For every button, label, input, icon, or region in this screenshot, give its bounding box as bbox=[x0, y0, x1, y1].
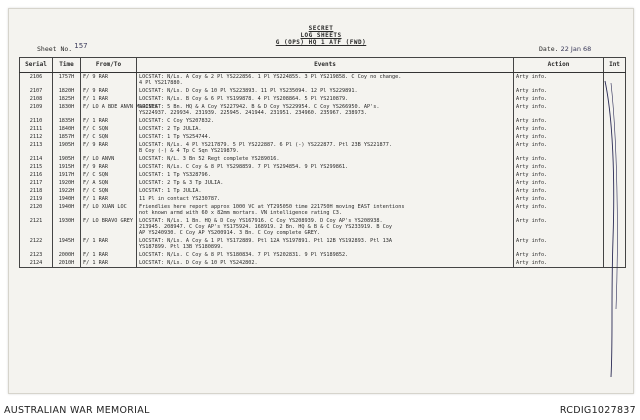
serial-cell: 2114 bbox=[20, 155, 53, 163]
table-row bbox=[20, 179, 626, 187]
time-cell: 2010H bbox=[53, 259, 81, 268]
action-cell: Arty info. bbox=[514, 87, 604, 95]
time-cell: 1940H bbox=[53, 203, 81, 217]
serial-cell: 2107 bbox=[20, 87, 53, 95]
events-cell bbox=[137, 155, 514, 163]
table-row bbox=[20, 259, 626, 268]
action-cell: Arty info. bbox=[514, 163, 604, 171]
event-line: 213945. 208947. C Coy AP's YS175924. 168919. 2 Bn. HQ & B & C Coy YS233919. B Coy bbox=[139, 224, 392, 230]
time-cell: 2000H bbox=[53, 251, 81, 259]
unit-heading: G (OPS) HQ 1 ATF (FWD) bbox=[275, 39, 367, 46]
log-body bbox=[20, 73, 626, 268]
events-cell bbox=[137, 103, 514, 117]
col-action-header: Action bbox=[514, 58, 604, 73]
events-cell bbox=[137, 237, 514, 251]
col-time-header: Time bbox=[53, 58, 81, 73]
serial-cell: 2118 bbox=[20, 187, 53, 195]
from-to-cell: F/ C SQN bbox=[81, 133, 137, 141]
action-cell: Arty info. bbox=[514, 203, 604, 217]
table-row bbox=[20, 95, 626, 103]
table-row bbox=[20, 203, 626, 217]
serial-cell: 2108 bbox=[20, 95, 53, 103]
event-line: LOCSTAT: N/Ls. C Coy & 8 Pl YS180834. 7 Pl YS202831. 9 Pl YS189852. bbox=[139, 252, 349, 258]
serial-cell: 2111 bbox=[20, 125, 53, 133]
table-row bbox=[20, 133, 626, 141]
event-line: Friendlies here report approx 1000 VC at YT295050 time 221750H moving EAST intentions bbox=[139, 204, 405, 210]
table-row bbox=[20, 141, 626, 155]
event-line: 4 Pl YS217880. bbox=[139, 80, 183, 86]
events-cell bbox=[137, 171, 514, 179]
serial-cell: 2109 bbox=[20, 103, 53, 117]
serial-cell: 2119 bbox=[20, 195, 53, 203]
action-cell: Arty info. bbox=[514, 73, 604, 88]
table-row bbox=[20, 155, 626, 163]
time-cell: 1917H bbox=[53, 171, 81, 179]
margin-annotation-bracket bbox=[601, 79, 623, 379]
time-cell: 1830H bbox=[53, 103, 81, 117]
from-to-cell: F/ 1 RAR bbox=[81, 237, 137, 251]
events-cell bbox=[137, 163, 514, 171]
from-to-cell: F/ C SQN bbox=[81, 187, 137, 195]
time-cell: 1940H bbox=[53, 195, 81, 203]
from-to-cell: F/ C SQN bbox=[81, 171, 137, 179]
time-cell: 1930H bbox=[53, 217, 81, 237]
from-to-cell: F/ 1 RAR bbox=[81, 195, 137, 203]
events-cell bbox=[137, 87, 514, 95]
event-line: LOCSTAT: C Coy YS207832. bbox=[139, 118, 214, 124]
date-label: Date. bbox=[539, 45, 559, 53]
time-cell: 1920H bbox=[53, 179, 81, 187]
sheet-number bbox=[37, 42, 88, 53]
serial-cell: 2124 bbox=[20, 259, 53, 268]
table-header-row bbox=[20, 58, 626, 73]
time-cell: 1905H bbox=[53, 141, 81, 155]
event-line: YS224937. 229934. 231939. 225945. 241944. 231951. 234960. 235967. 238973. bbox=[139, 110, 367, 116]
from-to-cell: F/ C SQN bbox=[81, 125, 137, 133]
serial-cell: 2117 bbox=[20, 179, 53, 187]
time-cell: 1857H bbox=[53, 133, 81, 141]
action-cell: Arty info. bbox=[514, 133, 604, 141]
table-row bbox=[20, 217, 626, 237]
serial-cell: 2123 bbox=[20, 251, 53, 259]
action-cell: Arty info. bbox=[514, 155, 604, 163]
action-cell: Arty info. bbox=[514, 141, 604, 155]
event-line: LOCSTAT: N/Ls. B Coy & 6 Pl YS199878. 4 Pl YS208864. 5 Pl YS210879. bbox=[139, 96, 349, 102]
events-cell bbox=[137, 259, 514, 268]
serial-cell: 2120 bbox=[20, 203, 53, 217]
serial-cell: 2121 bbox=[20, 217, 53, 237]
classification: SECRET bbox=[308, 25, 334, 32]
events-cell bbox=[137, 187, 514, 195]
table-row bbox=[20, 117, 626, 125]
events-cell bbox=[137, 73, 514, 88]
event-line: YS187899. Ptl 13B YS180899. bbox=[139, 244, 224, 250]
events-cell bbox=[137, 133, 514, 141]
action-cell: Arty info. bbox=[514, 237, 604, 251]
events-cell bbox=[137, 117, 514, 125]
event-line: LOCSTAT: 1 Tp YS254744. bbox=[139, 134, 211, 140]
table-row bbox=[20, 187, 626, 195]
serial-cell: 2116 bbox=[20, 171, 53, 179]
time-cell: 1905H bbox=[53, 155, 81, 163]
event-line: B Coy (-) & 4 Tp C Sqn YS219879. bbox=[139, 148, 239, 154]
event-line: LOCSTAT: 1 Tp YS328796. bbox=[139, 172, 211, 178]
serial-cell: 2113 bbox=[20, 141, 53, 155]
time-cell: 1915H bbox=[53, 163, 81, 171]
from-to-cell: F/ 9 RAR bbox=[81, 73, 137, 88]
action-cell: Arty info. bbox=[514, 195, 604, 203]
table-row bbox=[20, 171, 626, 179]
event-line: LOCSTAT: 1 Tp JULIA. bbox=[139, 188, 202, 194]
from-to-cell: F/ 1 RAR bbox=[81, 251, 137, 259]
col-serial-header: Serial bbox=[20, 58, 53, 73]
events-cell bbox=[137, 217, 514, 237]
serial-cell: 2112 bbox=[20, 133, 53, 141]
document-title: LOG SHEETS bbox=[300, 32, 342, 39]
events-cell bbox=[137, 141, 514, 155]
time-cell: 1840H bbox=[53, 125, 81, 133]
action-cell: Arty info. bbox=[514, 125, 604, 133]
from-to-cell: F/ LO XUAN LOC bbox=[81, 203, 137, 217]
event-line: 11 Pl in contact YS230787. bbox=[139, 196, 221, 202]
event-line: LOCSTAT: N/Ls. C Coy & 8 Pl YS298859. 7 Pl YS294854. 9 Pl YS299861. bbox=[139, 164, 349, 170]
action-cell: Arty info. bbox=[514, 103, 604, 117]
from-to-cell: F/ 1 RAR bbox=[81, 117, 137, 125]
action-cell: Arty info. bbox=[514, 251, 604, 259]
event-line: AP YS240930. C Coy AP YS200914. 3 Bn. C Coy complete GREY. bbox=[139, 230, 321, 236]
event-line: LOCSTAT: N/Ls. D Coy & 10 Pl YS223893. 11 Pl YS235094. 12 Pl YS229891. bbox=[139, 88, 358, 94]
col-from-to-header: From/To bbox=[81, 58, 137, 73]
from-to-cell: F/ 9 RAR bbox=[81, 141, 137, 155]
date-value: 22 Jan 68 bbox=[560, 45, 592, 53]
action-cell: Arty info. bbox=[514, 259, 604, 268]
from-to-cell: F/ 9 RAR bbox=[81, 87, 137, 95]
action-cell: Arty info. bbox=[514, 117, 604, 125]
event-line: LOCSTAT: N/Ls. A Coy & 1 Pl YS172889. Ptl 12A YS197891. Ptl 12B YS192893. Ptl 13A bbox=[139, 238, 392, 244]
serial-cell: 2106 bbox=[20, 73, 53, 88]
table-row bbox=[20, 87, 626, 95]
archive-footer bbox=[0, 400, 640, 420]
event-line: LOCSTAT: N/Ls. 4 Pl YS217879. 5 Pl YS222887. 6 Pl (-) YS222877. Ptl 23B YS221877. bbox=[139, 142, 392, 148]
events-cell bbox=[137, 203, 514, 217]
table-row bbox=[20, 237, 626, 251]
event-line: LOCSTAT: N/Ls. A Coy & 2 Pl YS222856. 1 Pl YS224855. 3 Pl YS219858. C Coy no change. bbox=[139, 74, 402, 80]
from-to-cell: F/ 1 RAR bbox=[81, 95, 137, 103]
event-line: LOCSTAT: 5 Bn. HQ & A Coy YS227942. B & D Coy YS229954. C Coy YS266950. AP's. bbox=[139, 104, 380, 110]
serial-cell: 2122 bbox=[20, 237, 53, 251]
archive-name: AUSTRALIAN WAR MEMORIAL bbox=[4, 405, 150, 416]
time-cell: 1945H bbox=[53, 237, 81, 251]
action-cell: Arty info. bbox=[514, 171, 604, 179]
event-line: LOCSTAT: N/Ls. D Coy & 10 Pl YS242802. bbox=[139, 260, 258, 266]
sheet-number-value: 157 bbox=[74, 42, 88, 50]
from-to-cell: F/ 9 RAR bbox=[81, 163, 137, 171]
event-line: LOCSTAT: 2 Tp & 3 Tp JULIA. bbox=[139, 180, 224, 186]
events-cell bbox=[137, 95, 514, 103]
sheet-date bbox=[539, 45, 591, 53]
table-row bbox=[20, 251, 626, 259]
action-cell: Arty info. bbox=[514, 217, 604, 237]
serial-cell: 2110 bbox=[20, 117, 53, 125]
document-header bbox=[9, 25, 633, 46]
table-row bbox=[20, 163, 626, 171]
log-table bbox=[19, 57, 626, 268]
action-cell: Arty info. bbox=[514, 95, 604, 103]
from-to-cell: F/ A SQN bbox=[81, 179, 137, 187]
col-int-header: Int bbox=[604, 58, 626, 73]
from-to-cell: F/ LO A BDE ANVN MARINES bbox=[81, 103, 137, 117]
event-line: LOCSTAT: 2 Tp JULIA. bbox=[139, 126, 202, 132]
events-cell bbox=[137, 179, 514, 187]
time-cell: 1835H bbox=[53, 117, 81, 125]
time-cell: 1922H bbox=[53, 187, 81, 195]
table-row bbox=[20, 103, 626, 117]
table-row bbox=[20, 73, 626, 88]
log-sheet bbox=[8, 8, 634, 394]
time-cell: 1757H bbox=[53, 73, 81, 88]
event-line: LOCSTAT: N/Ls. 1 Bn. HQ & D Coy YS167916. C Coy YS208939. D Coy AP's YS208938. bbox=[139, 218, 383, 224]
from-to-cell: F/ LO BRAVO GREY bbox=[81, 217, 137, 237]
time-cell: 1820H bbox=[53, 87, 81, 95]
event-line: not known armd with 60 x 82mm mortars. VN intelligence rating C3. bbox=[139, 210, 343, 216]
time-cell: 1825H bbox=[53, 95, 81, 103]
from-to-cell: F/ LO ANVN bbox=[81, 155, 137, 163]
sheet-number-label: Sheet No. bbox=[37, 45, 73, 53]
table-row bbox=[20, 125, 626, 133]
action-cell: Arty info. bbox=[514, 187, 604, 195]
archive-reference: RCDIG1027837 bbox=[559, 405, 636, 416]
serial-cell: 2115 bbox=[20, 163, 53, 171]
events-cell bbox=[137, 251, 514, 259]
table-row bbox=[20, 195, 626, 203]
action-cell: Arty info. bbox=[514, 179, 604, 187]
events-cell bbox=[137, 125, 514, 133]
events-cell bbox=[137, 195, 514, 203]
event-line: LOCSTAT: N/L. 3 Bn 52 Regt complete YS289016. bbox=[139, 156, 280, 162]
from-to-cell: F/ 1 RAR bbox=[81, 259, 137, 268]
col-events-header: Events bbox=[137, 58, 514, 73]
